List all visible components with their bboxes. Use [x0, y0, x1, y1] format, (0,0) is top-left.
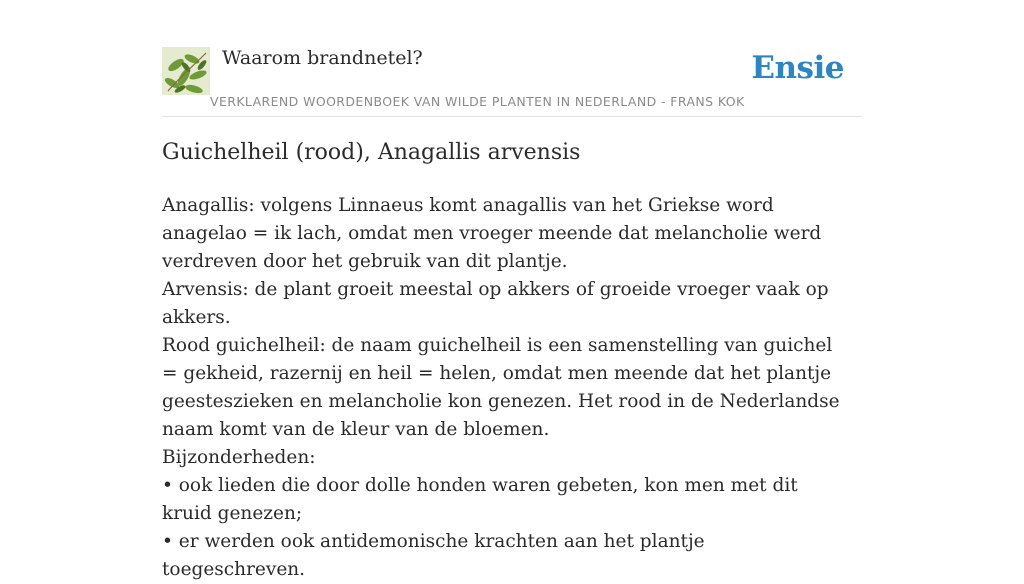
blog-title[interactable]: Waarom brandnetel? [222, 47, 423, 69]
paragraph-arvensis: Arvensis: de plant groeit meestal op akkers of groeide vroeger vaak op akkers. [162, 279, 829, 328]
entry-title: Guichelheil (rood), Anagallis arvensis [162, 140, 581, 165]
ensie-logo[interactable]: Ensie [751, 50, 844, 86]
paragraph-bijzonderheden: Bijzonderheden: [162, 447, 316, 468]
site-header [162, 44, 862, 117]
paragraph-rood-guichelheil: Rood guichelheil: de naam guichelheil is een samenstelling van guichel = gekheid, razernij en heil = helen, omdat men meende dat het plantje geesteszieken en melancholie kon genezen. Het rood in de Nederlandse naam komt van de kleur van de bloemen. [162, 335, 840, 440]
entry-body [162, 192, 852, 584]
bullet-item: • ook lieden die door dolle honden waren gebeten, kon men met dit kruid genezen; [162, 475, 798, 524]
bullet-item: • er werden ook antidemonische krachten aan het plantje toegeschreven. [162, 531, 705, 580]
source-subtitle[interactable]: VERKLAREND WOORDENBOEK VAN WILDE PLANTEN IN NEDERLAND - FRANS KOK [210, 94, 745, 109]
paragraph-anagallis: Anagallis: volgens Linnaeus komt anagallis van het Griekse word anagelao = ik lach, omdat men vroeger meende dat melancholie werd verdreven door het gebruik van dit plantje. [162, 195, 822, 272]
plant-leaves-icon[interactable] [162, 47, 210, 95]
